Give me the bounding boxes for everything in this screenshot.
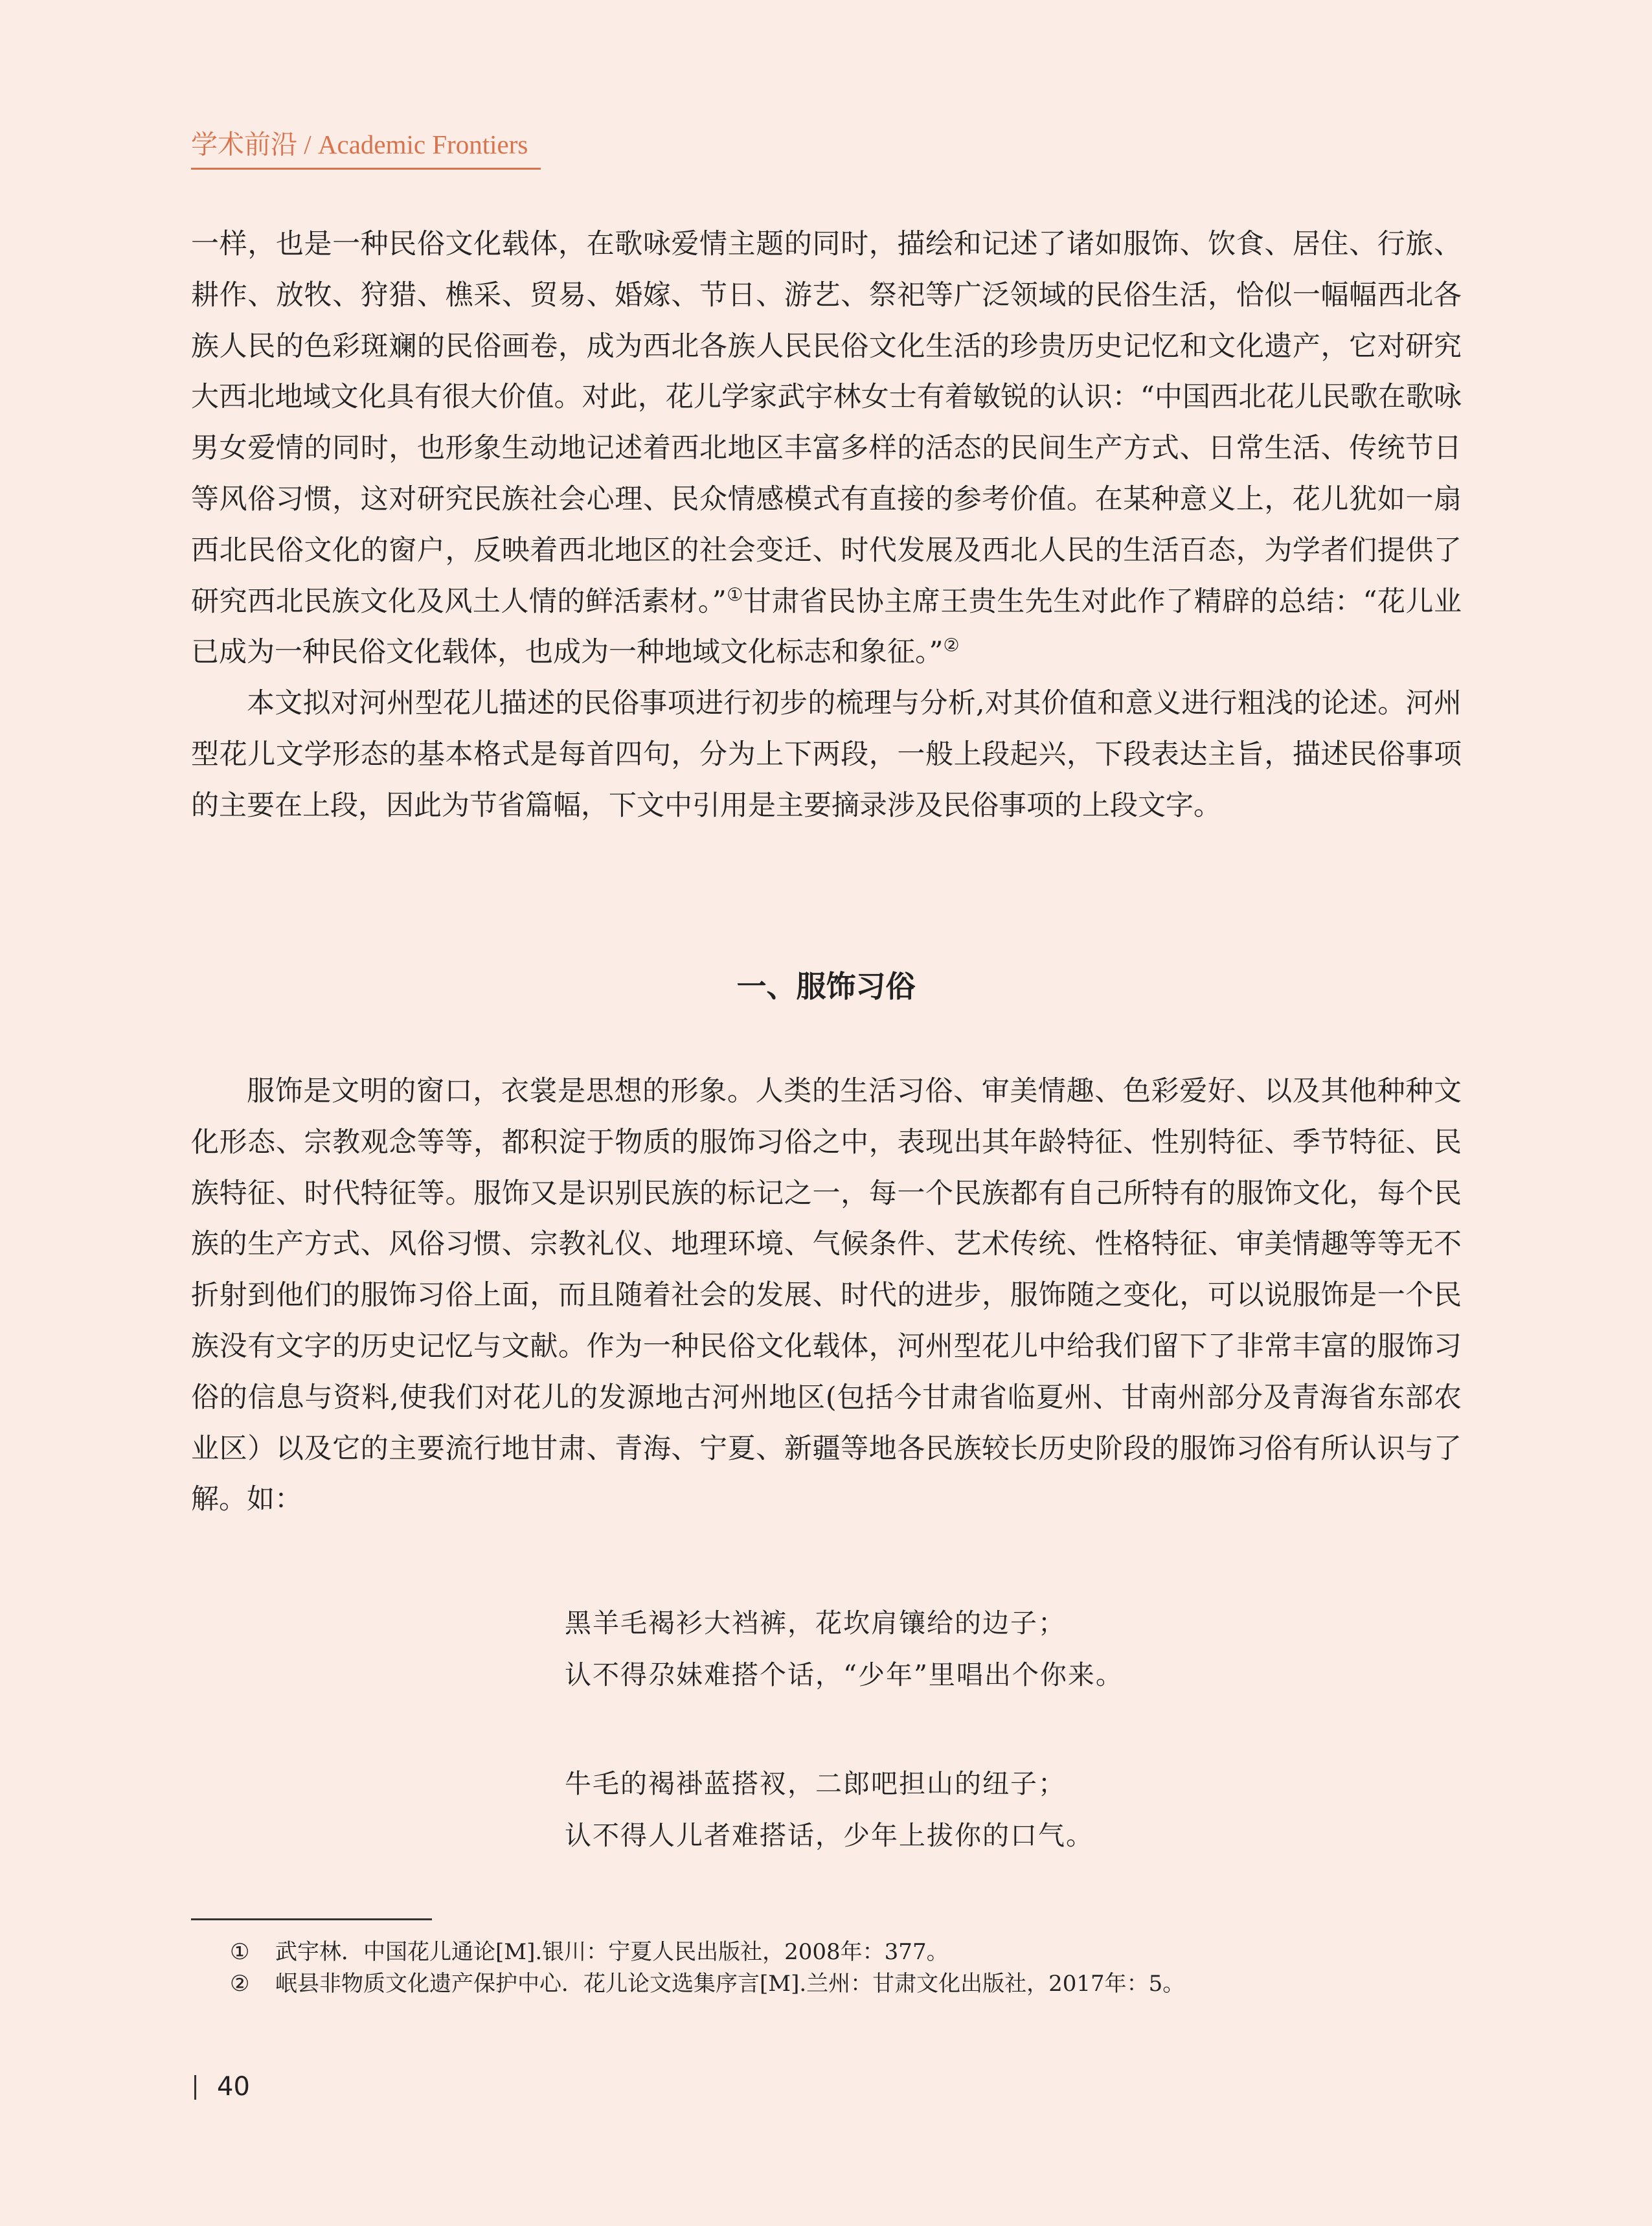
- footnote-ref-1[interactable]: ①: [726, 584, 743, 606]
- footnote-1-text: 武宇林．中国花儿通论[M].银川：宁夏人民出版社，2008年：377。: [275, 1939, 949, 1965]
- footnote-1: [230, 1936, 1184, 1968]
- footnote-divider: [191, 1918, 432, 1920]
- footnotes: [230, 1936, 1184, 2000]
- footnote-2: [230, 1968, 1184, 2000]
- intro-paragraph-1-text: 一样，也是一种民俗文化载体，在歌咏爱情主题的同时，描绘和记述了诸如服饰、饮食、居住、行旅、耕作、放牧、狩猎、樵采、贸易、婚嫁、节日、游艺、祭祀等广泛领域的民俗生活，恰似一幅幅西北各族人民的色彩斑斓的民俗画卷，成为西北各族人民民俗文化生活的珍贵历史记忆和文化遗产，它对研究大西北地域文化具有很大价值。对此，花儿学家武宇林女士有着敏锐的认识：“中国西北花儿民歌在歌咏男女爱情的同时，也形象生动地记述着西北地区丰富多样的活态的民间生产方式、日常生活、传统节日等风俗习惯，这对研究民族社会心理、民众情感模式有直接的参考价值。在某种意义上，花儿犹如一扇西北民俗文化的窗户，反映着西北地区的社会变迁、时代发展及西北人民的生活百态，为学者们提供了研究西北民族文化及风土人情的鲜活素材。”: [191, 228, 1462, 618]
- footnote-2-text: 岷县非物质文化遗产保护中心．花儿论文选集序言[M].兰州：甘肃文化出版社，2017年：5。: [275, 1971, 1185, 1997]
- intro-paragraph-2: 本文拟对河州型花儿描述的民俗事项进行初步的梳理与分析,对其价值和意义进行粗浅的论述。河州型花儿文学形态的基本格式是每首四句，分为上下两段，一般上段起兴，下段表达主旨，描述民俗事项的主要在上段，因此为节省篇幅，下文中引用是主要摘录涉及民俗事项的上段文字。: [191, 687, 1462, 822]
- footnote-2-mark: ②: [230, 1971, 250, 1997]
- poem-1-line-1: 黑羊毛褐衫大裆裤，花坎肩镶给的边子；: [565, 1607, 1066, 1639]
- running-header: [191, 127, 541, 170]
- section-paragraph-1: 服饰是文明的窗口，衣裳是思想的形象。人类的生活习俗、审美情趣、色彩爱好、以及其他种种文化形态、宗教观念等等，都积淀于物质的服饰习俗之中，表现出其年龄特征、性别特征、季节特征、民族特征、时代特征等。服饰又是识别民族的标记之一，每一个民族都有自己所特有的服饰文化，每个民族的生产方式、风俗习惯、宗教礼仪、地理环境、气候条件、艺术传统、性格特征、审美情趣等等无不折射到他们的服饰习俗上面，而且随着社会的发展、时代的进步，服饰随之变化，可以说服饰是一个民族没有文字的历史记忆与文献。作为一种民俗文化载体，河州型花儿中给我们留下了非常丰富的服饰习俗的信息与资料,使我们对花儿的发源地古河州地区(包括今甘肃省临夏州、甘南州部分及青海省东部农业区）以及它的主要流行地甘肃、青海、宁夏、新疆等地各民族较长历史阶段的服饰习俗有所认识与了解。如：: [191, 1075, 1462, 1516]
- header-title: 学术前沿 / Academic Frontiers: [191, 130, 528, 159]
- intro-section: [191, 219, 1462, 832]
- poem-1-line-2: 认不得尕妹难搭个话，“少年”里唱出个你来。: [565, 1659, 1124, 1690]
- page-number: 40: [217, 2072, 250, 2102]
- poem-1: [565, 1597, 1124, 1701]
- poem-2: [565, 1758, 1094, 1861]
- poem-2-line-1: 牛毛的褐褂蓝搭衩，二郎吧担山的纽子；: [565, 1768, 1066, 1799]
- intro-paragraph-1: [191, 219, 1462, 678]
- section-heading: 一、服饰习俗: [736, 969, 916, 1004]
- footnote-ref-2[interactable]: ②: [943, 635, 960, 657]
- poem-2-line-2: 认不得人儿者难搭话，少年上拔你的口气。: [565, 1820, 1094, 1851]
- page-number-bar: [194, 2075, 196, 2100]
- section-body: [191, 1066, 1462, 1525]
- intro-paragraph-1-text-2: 甘肃省民协主席王贵生先生对此作了精辟的总结：“花儿业已成为一种民俗文化载体，也成为一种地域文化标志和象征。”: [191, 585, 1462, 669]
- footnote-1-mark: ①: [230, 1939, 250, 1965]
